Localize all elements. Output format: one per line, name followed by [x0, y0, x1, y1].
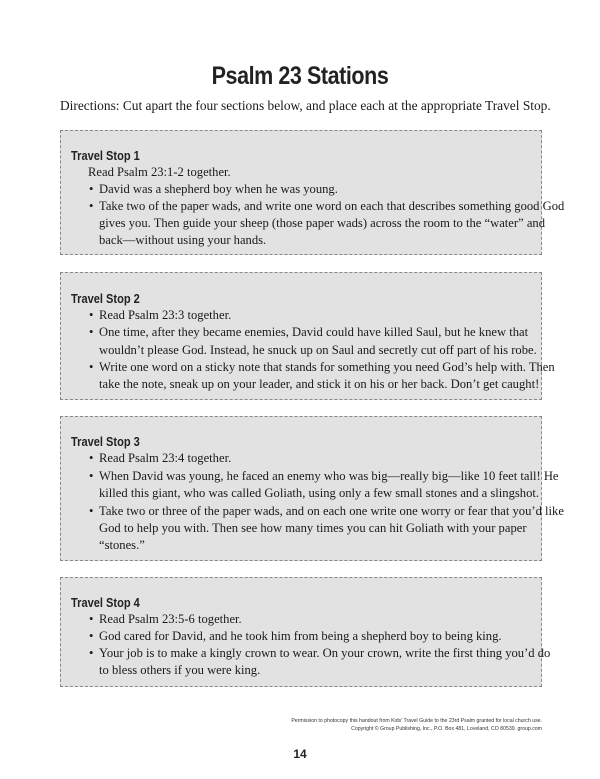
list-item-continuation: “stones.” [99, 538, 145, 552]
list-item: • When David was young, he faced an enemy who was big—really big—like 10 feet tall! He [99, 469, 559, 484]
list-item: • Take two or three of the paper wads, and on each one write one worry or fear that you’d like [99, 504, 564, 519]
page-number: 14 [293, 747, 307, 761]
travel-stop-4 [60, 577, 551, 687]
page-title: Psalm 23 Stations [211, 62, 389, 90]
list-item-continuation: God to help you with. Then see how many times you can hit Goliath with your paper [99, 521, 527, 535]
travel-stop-2 [60, 272, 555, 400]
list-item-continuation: take the note, sneak up on your leader, and stick it on his or her back. Don’t get caught! [99, 377, 540, 391]
list-item-continuation: to bless others if you were king. [99, 663, 261, 677]
list-item: • One time, after they became enemies, David could have killed Saul, but he knew that [99, 325, 528, 340]
directions-text: Directions: Cut apart the four sections below, and place each at the appropriate Travel Stop. [60, 98, 551, 113]
list-item: • Take two of the paper wads, and write one word on each that describes something good God [99, 199, 564, 214]
travel-stop-intro: Read Psalm 23:1-2 together. [88, 165, 231, 179]
permission-note: Permission to photocopy this handout from Kids’ Travel Guide to the 23rd Psalm granted for local church use. [291, 718, 542, 724]
list-item-continuation: back—without using your hands. [99, 233, 267, 247]
list-item: • Read Psalm 23:3 together. [99, 308, 231, 323]
travel-stop-heading: Travel Stop 4 [71, 595, 140, 610]
travel-stop-1 [60, 130, 565, 255]
travel-stop-heading: Travel Stop 1 [71, 148, 140, 163]
list-item: • Your job is to make a kingly crown to wear. On your crown, write the first thing you’d do [99, 646, 550, 661]
list-item-continuation: gives you. Then guide your sheep (those paper wads) across the room to the “water” and [99, 216, 546, 230]
list-item-continuation: wouldn’t please God. Instead, he snuck up on Saul and secretly cut off part of his robe. [99, 343, 537, 357]
list-item: • David was a shepherd boy when he was young. [99, 182, 338, 197]
travel-stop-3 [60, 416, 564, 561]
list-item-continuation: killed this giant, who was called Goliath, using only a few small stones and a slingshot. [99, 486, 540, 500]
list-item: • Read Psalm 23:4 together. [99, 451, 231, 466]
travel-stop-heading: Travel Stop 2 [71, 291, 140, 306]
copyright-note: Copyright © Group Publishing, Inc., P.O. Box 481, Loveland, CO 80539. group.com [351, 726, 542, 732]
list-item: • God cared for David, and he took him from being a shepherd boy to being king. [99, 629, 502, 644]
list-item: • Write one word on a sticky note that stands for something you need God’s help with. Then [99, 360, 555, 375]
list-item: • Read Psalm 23:5-6 together. [99, 612, 242, 627]
travel-stop-heading: Travel Stop 3 [71, 434, 140, 449]
